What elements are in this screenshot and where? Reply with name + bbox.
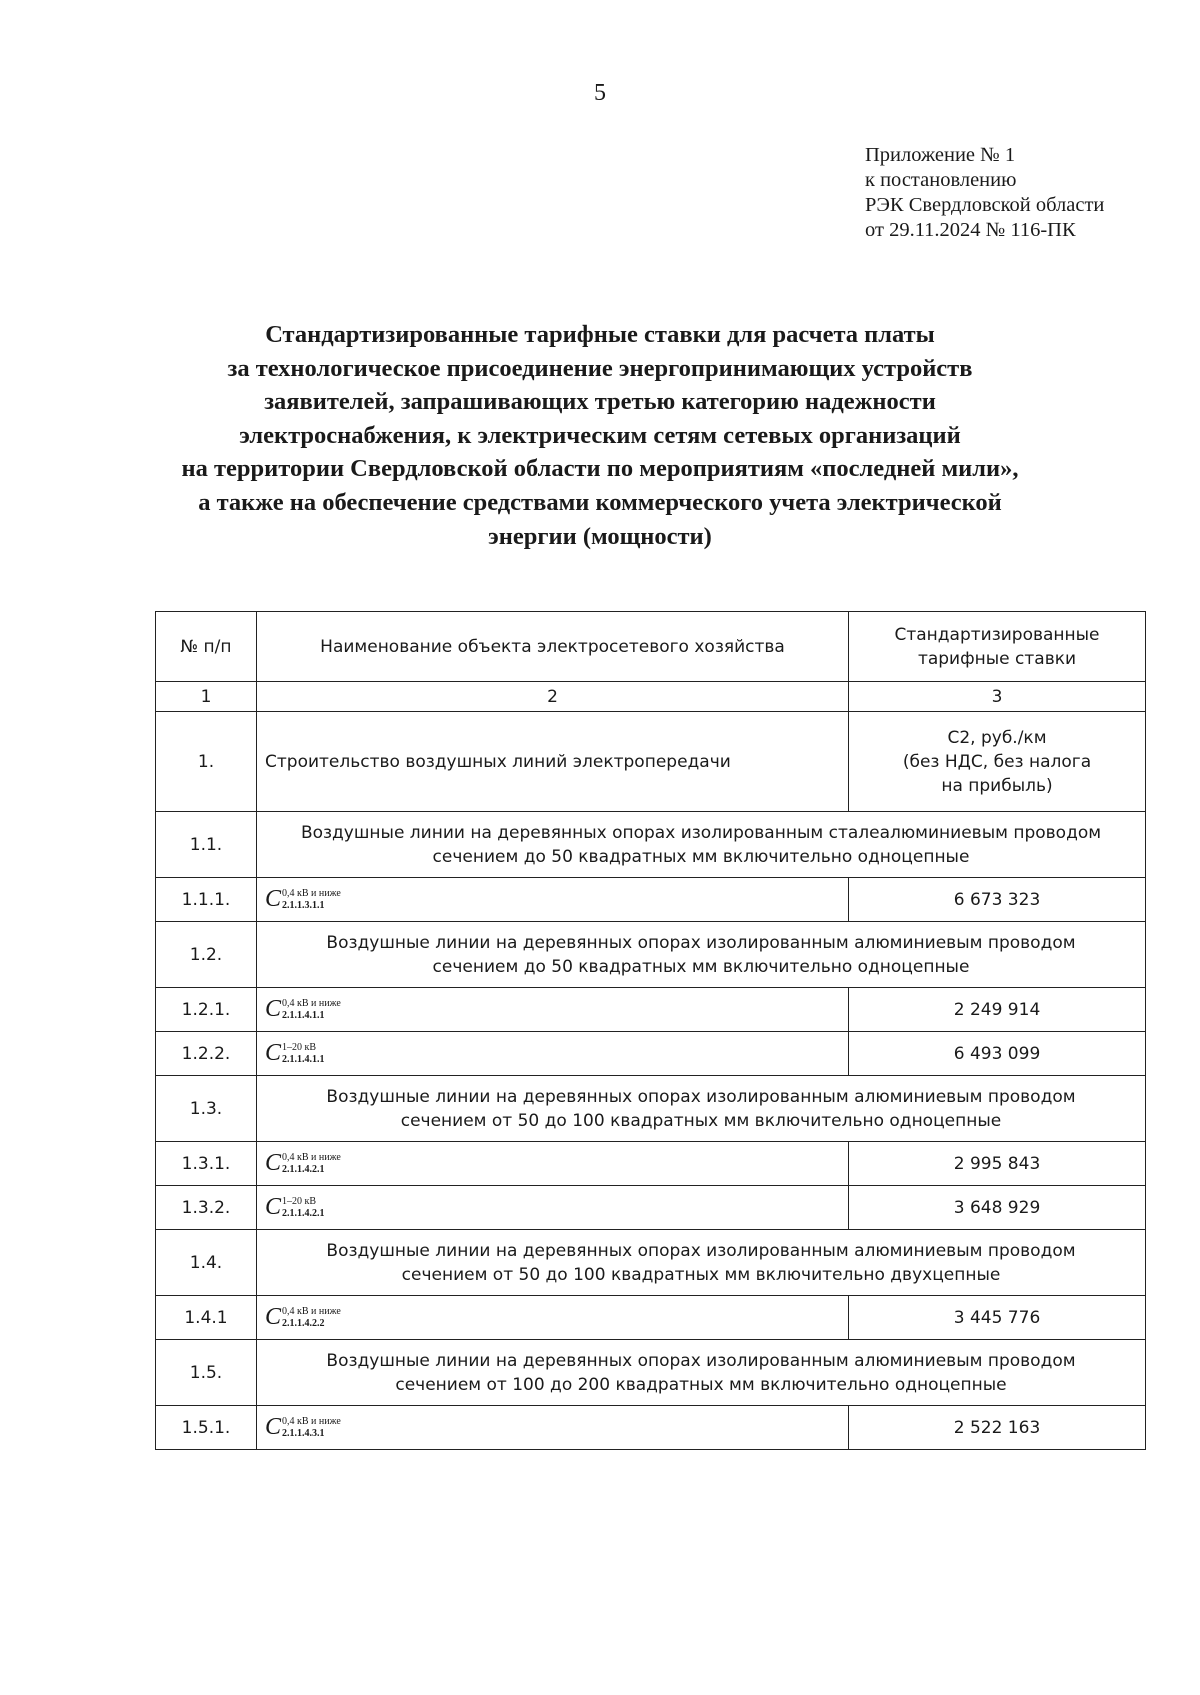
item-value: 6 493 099 (849, 1032, 1146, 1076)
title-line: на территории Свердловской области по мероприятиям «последней мили», (181, 455, 1019, 483)
group-num: 1.2. (156, 922, 257, 988)
header-name: Наименование объекта электросетевого хозяйства (257, 612, 849, 682)
title-line: энергии (мощности) (488, 522, 712, 550)
document-title (100, 318, 1100, 553)
group-num: 1.4. (156, 1230, 257, 1296)
appendix-line: РЭК Свердловской области (865, 194, 1105, 216)
group-row (156, 812, 1146, 878)
section-name: Строительство воздушных линий электропередачи (257, 712, 849, 812)
formula-indices (282, 998, 341, 1022)
item-row (156, 1032, 1146, 1076)
group-description-line: сечением от 50 до 100 квадратных мм включительно одноцепные (400, 1110, 1002, 1131)
rate-formula (265, 996, 341, 1022)
section-unit (849, 712, 1146, 812)
section-unit-line: на прибыль) (941, 775, 1053, 796)
title-line: электроснабжения, к электрическим сетям сетевых организаций (239, 421, 961, 449)
item-formula (257, 988, 849, 1032)
item-row (156, 988, 1146, 1032)
formula-symbol: C (265, 995, 282, 1022)
formula-indices (282, 1196, 325, 1220)
item-formula (257, 1406, 849, 1450)
formula-symbol: C (265, 1193, 282, 1220)
group-description-line: Воздушные линии на деревянных опорах изолированным сталеалюминиевым проводом (300, 822, 1102, 843)
formula-superscript: 1–20 кВ (282, 1195, 317, 1207)
item-row (156, 1186, 1146, 1230)
group-row (156, 1230, 1146, 1296)
formula-subscript: 2.1.1.4.3.1 (282, 1427, 325, 1439)
item-value: 2 995 843 (849, 1142, 1146, 1186)
header-num: № п/п (156, 612, 257, 682)
group-description-line: сечением до 50 квадратных мм включительно одноцепные (432, 846, 970, 867)
header-rate-line: тарифные ставки (917, 648, 1077, 669)
item-value: 2 249 914 (849, 988, 1146, 1032)
item-formula (257, 1032, 849, 1076)
item-num: 1.5.1. (156, 1406, 257, 1450)
formula-indices (282, 1306, 341, 1330)
title-line: за технологическое присоединение энергопринимающих устройств (227, 354, 973, 382)
group-description-line: Воздушные линии на деревянных опорах изолированным алюминиевым проводом (326, 1240, 1076, 1261)
formula-superscript: 0,4 кВ и ниже (282, 887, 341, 899)
appendix-line: к постановлению (865, 169, 1017, 191)
group-row (156, 922, 1146, 988)
item-value: 3 648 929 (849, 1186, 1146, 1230)
formula-indices (282, 888, 341, 912)
item-row (156, 878, 1146, 922)
appendix-block (865, 143, 1185, 243)
item-row (156, 1142, 1146, 1186)
appendix-line: Приложение № 1 (865, 144, 1016, 166)
section-unit-line: (без НДС, без налога (902, 751, 1092, 772)
group-description-line: Воздушные линии на деревянных опорах изолированным алюминиевым проводом (326, 1086, 1076, 1107)
item-num: 1.3.2. (156, 1186, 257, 1230)
appendix-line: от 29.11.2024 № 116-ПК (865, 219, 1076, 241)
group-num: 1.5. (156, 1340, 257, 1406)
formula-subscript: 2.1.1.3.1.1 (282, 899, 325, 911)
formula-symbol: C (265, 1413, 282, 1440)
item-value: 2 522 163 (849, 1406, 1146, 1450)
formula-subscript: 2.1.1.4.1.1 (282, 1009, 325, 1021)
header-rate-line: Стандартизированные (894, 624, 1100, 645)
title-line: Стандартизированные тарифные ставки для расчета платы (265, 321, 935, 348)
formula-subscript: 2.1.1.4.2.2 (282, 1317, 325, 1329)
item-formula (257, 1296, 849, 1340)
rate-formula (265, 886, 341, 912)
item-num: 1.3.1. (156, 1142, 257, 1186)
section-num: 1. (156, 712, 257, 812)
rate-formula (265, 1414, 341, 1440)
item-value: 6 673 323 (849, 878, 1146, 922)
group-description (257, 1076, 1146, 1142)
formula-symbol: C (265, 1149, 282, 1176)
column-number-row (156, 682, 1146, 712)
rate-formula (265, 1304, 341, 1330)
formula-superscript: 0,4 кВ и ниже (282, 1151, 341, 1163)
rate-formula (265, 1040, 325, 1066)
item-formula (257, 878, 849, 922)
formula-symbol: C (265, 1303, 282, 1330)
title-line: а также на обеспечение средствами коммерческого учета электрической (198, 488, 1002, 516)
group-row (156, 1076, 1146, 1142)
tariff-table (155, 611, 1146, 1450)
group-description (257, 922, 1146, 988)
formula-indices (282, 1042, 325, 1066)
section-row (156, 712, 1146, 812)
item-num: 1.2.1. (156, 988, 257, 1032)
formula-symbol: C (265, 1039, 282, 1066)
group-description-line: Воздушные линии на деревянных опорах изолированным алюминиевым проводом (326, 932, 1076, 953)
group-row (156, 1340, 1146, 1406)
item-num: 1.1.1. (156, 878, 257, 922)
formula-subscript: 2.1.1.4.2.1 (282, 1207, 325, 1219)
title-line: заявителей, запрашивающих третью категорию надежности (264, 388, 936, 416)
formula-superscript: 1–20 кВ (282, 1041, 317, 1053)
formula-superscript: 0,4 кВ и ниже (282, 997, 341, 1009)
item-num: 1.2.2. (156, 1032, 257, 1076)
page-number: 5 (594, 80, 606, 106)
header-row (156, 612, 1146, 682)
formula-indices (282, 1416, 341, 1440)
tariff-table-body (156, 612, 1146, 1450)
rate-formula (265, 1150, 341, 1176)
column-number: 1 (156, 682, 257, 712)
column-number: 3 (849, 682, 1146, 712)
column-number: 2 (257, 682, 849, 712)
item-formula (257, 1142, 849, 1186)
item-formula (257, 1186, 849, 1230)
item-row (156, 1406, 1146, 1450)
group-description-line: сечением от 50 до 100 квадратных мм включительно двухцепные (401, 1264, 1001, 1285)
group-description (257, 812, 1146, 878)
group-num: 1.3. (156, 1076, 257, 1142)
item-num: 1.4.1 (156, 1296, 257, 1340)
formula-subscript: 2.1.1.4.2.1 (282, 1163, 325, 1175)
group-description-line: сечением до 50 квадратных мм включительно одноцепные (432, 956, 970, 977)
item-value: 3 445 776 (849, 1296, 1146, 1340)
formula-symbol: C (265, 885, 282, 912)
group-description (257, 1340, 1146, 1406)
formula-subscript: 2.1.1.4.1.1 (282, 1053, 325, 1065)
rate-formula (265, 1194, 325, 1220)
group-description-line: сечением от 100 до 200 квадратных мм включительно одноцепные (395, 1374, 1007, 1395)
group-num: 1.1. (156, 812, 257, 878)
group-description-line: Воздушные линии на деревянных опорах изолированным алюминиевым проводом (326, 1350, 1076, 1371)
item-row (156, 1296, 1146, 1340)
header-rate (849, 612, 1146, 682)
formula-superscript: 0,4 кВ и ниже (282, 1415, 341, 1427)
formula-superscript: 0,4 кВ и ниже (282, 1305, 341, 1317)
formula-indices (282, 1152, 341, 1176)
group-description (257, 1230, 1146, 1296)
section-unit-line: С2, руб./км (947, 727, 1047, 748)
